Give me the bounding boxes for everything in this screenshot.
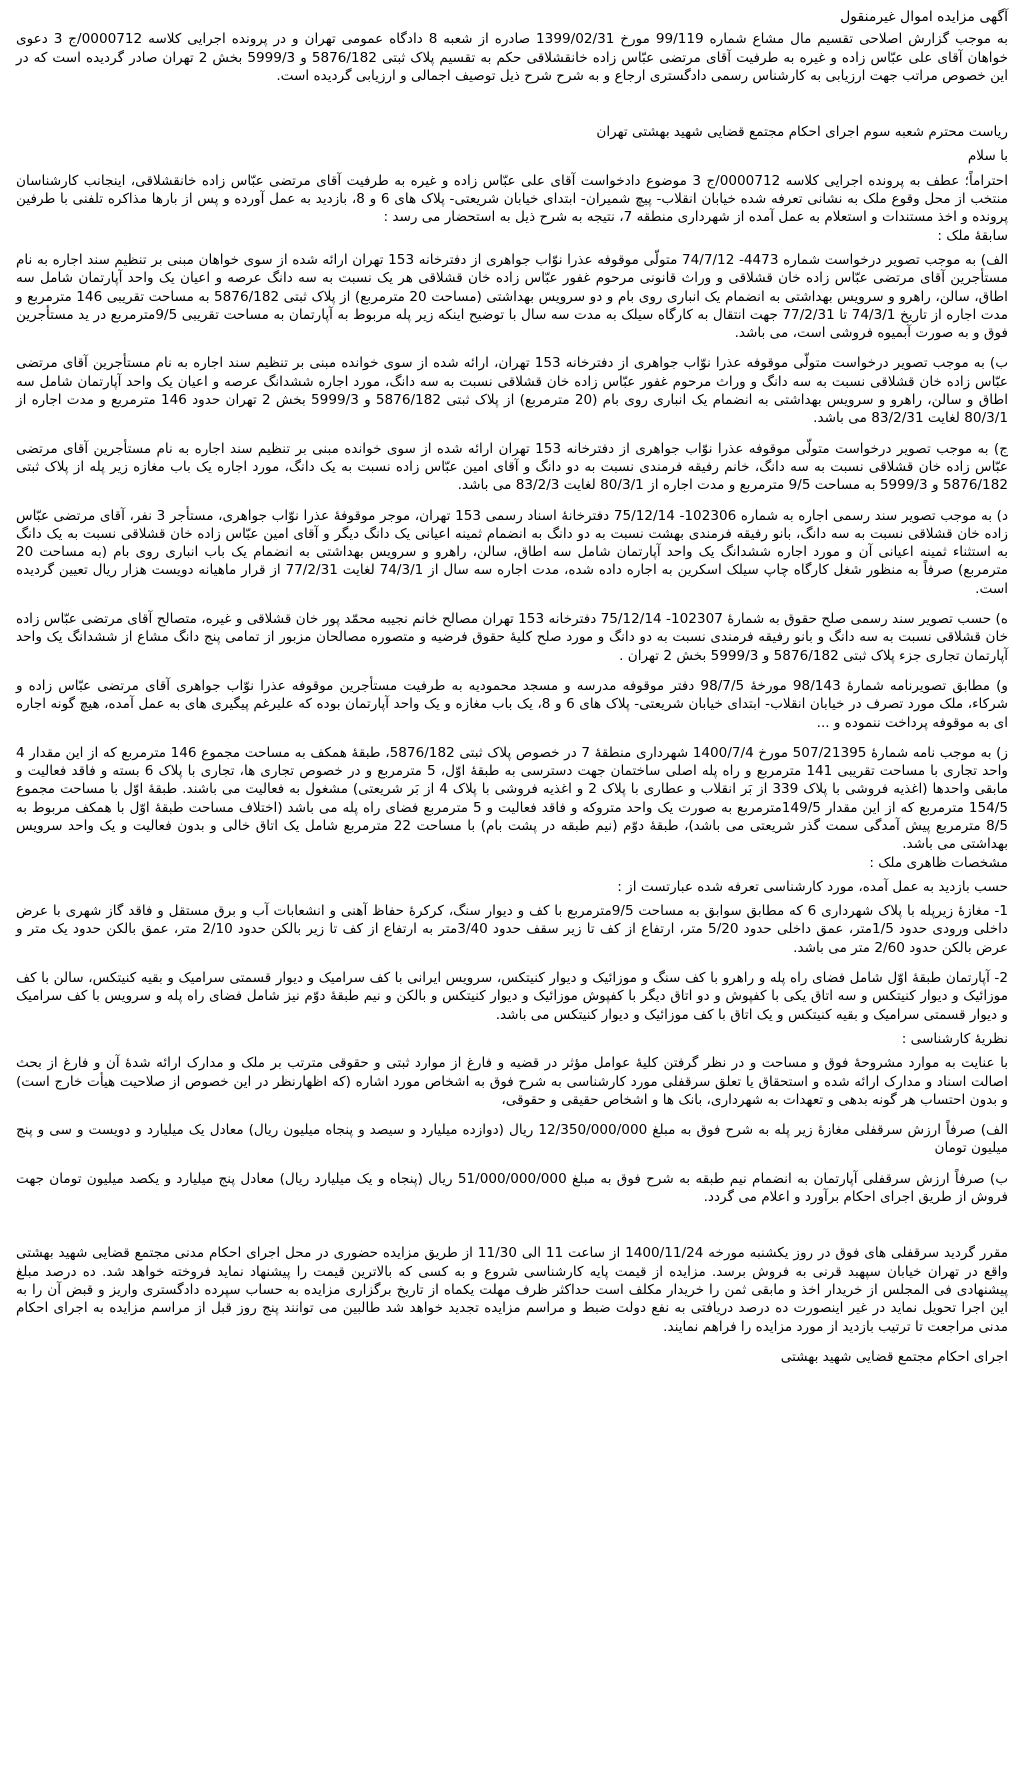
spec-item-2: 2- آپارتمان طبقهٔ اوّل شامل فضای راه پله و راهرو با کف سنگ و موزائیک و دیوار کنیتکس، سرویس ایرانی با کف سرامیک و دیوار قسمتی سرامیک و بقیه کنیتکس، سالن با کف موزائیک و دیوار کنیتکس و سه اتاق یکی با کفپوش و دو اتاق دیگر با کفپوش موزائیک و دیوار کنیتکس و بالکن و نیم طبقهٔ دوّم نیز شامل فضای راه پله و سرویس با کف سرامیک و دیوار قسمتی سرامیک و بقیه کنیتکس و یک اتاق با کف موزائیک و دیوار کنیتکس می باشد.	[16, 970, 1008, 1023]
page-title: آگهی مزایده اموال غیرمنقول	[840, 9, 1008, 25]
auction-notice-paragraph: مقرر گردید سرقفلی های فوق در روز یکشنبه مورخه 1400/11/24 از ساعت 11 الی 11/30 از طریق مزایده حضوری در محل اجرای احکام مدنی مجتمع قضایی شهید بهشتی واقع در تهران خیابان سپهبد قرنی به فروش برسد. مزایده از قیمت پایه کارشناسی شروع و به کسی که بالاترین قیمت را پیشنهاد نماید فروخته خواهد شد. ده درصد مبلغ پیشنهادی فی المجلس از خریدار اخذ و مابقی ثمن را خریدار مکلف است حداکثر ظرف مهلت یکماه از تاریخ برگزاری مزایده به حساب سپرده دادگستری واریز و قبض آن را به این اجرا تحویل نماید در غیر اینصورت ده درصد دریافتی به نفع دولت ضبط و مراسم مزایده تجدید خواهد شد طالبین می توانند پنج روز قبل از مراسم مزایده به اجرای احکام مدنی مراجعت تا ترتیب بازدید از مورد مزایده را فراهم نمایند.	[16, 1245, 1008, 1335]
footer-signature: اجرای احکام مجتمع قضایی شهید بهشتی	[780, 1348, 1008, 1365]
valuation-shop: الف) صرفاً ارزش سرقفلی مغازهٔ زیر پله به شرح فوق به مبلغ 12/350/000/000 ریال (دوازده میلیارد و سیصد و پنجاه میلیون ریال) معادل یک میلیارد و دویست و سی و پنج میلیون تومان	[16, 1122, 1008, 1157]
letter-addressee: ریاست محترم شعبه سوم اجرای احکام مجتمع قضایی شهید بهشتی تهران	[596, 124, 1008, 141]
history-item-c: ج) به موجب تصویر درخواست متولّی موقوفه عذرا نوّاب جواهری از دفترخانه 153 تهران ارائه شده از سوی خوانده مبنی بر تنظیم سند اجاره به نام مستأجرین آقای مرتضی عبّاس زاده خان قشلاقی نسبت به سه دانگ، خانم رفیقه فرمندی نسبت به دو دانگ و آقای امین عبّاس زاده نسبت به یک دانگ، مورد اجاره یک باب مغازه زیر پله از پلاک ثبتی 5876/182 و 5999/3 به مساحت 9/5 مترمربع و مدت اجاره از 80/3/1 لغایت 83/2/3 می باشد.	[16, 440, 1009, 494]
history-item-g: ز) به موجب نامه شمارهٔ 507/21395 مورخ 1400/7/4 شهرداری منطقهٔ 7 در خصوص پلاک ثبتی 5876/182، طبقهٔ همکف به مساحت مجموع 146 مترمربع که از این مقدار 4 واحد تجاری با مساحت تقریبی 141 مترمربع و راه پله اصلی ساختمان جهت دسترسی به طبقهٔ اوّل، 5 مترمربع و در خصوص تجاری ها، تجاری با پلاک 6 بسته و فاقد فعالیت و مابقی واحدها (اغذیه فروشی با پلاک 339 از بَر انقلاب و عطاری با پلاک 2 و اغذیه فروشی با پلاک 4 از بَر شریعتی) مشغول به فعالیت می باشند. طبقهٔ اوّل با مساحت مجموع 154/5 مترمربع که از این مقدار 149/5مترمربع به صورت یک واحد متروکه و فاقد فعالیت و 5 مترمربع فضای راه پله می باشد (اختلاف مساحت طبقهٔ اوّل با همکف مربوط به 8/5 مترمربع پیش آمدگی سمت گذر شریعتی می باشد)، طبقهٔ دوّم (نیم طبقه در پشت بام) با مساحت 22 مترمربع شامل یک اتاق خالی و بدون فعالیت و یک واحد سرویس بهداشتی می باشد.	[16, 744, 1009, 853]
history-item-f: و) مطابق تصویرنامه شمارهٔ 98/143 مورخهٔ 98/7/5 دفتر موقوفه مدرسه و مسجد محمودیه به طرفیت مستأجرین موقوفه عذرا نوّاب جواهری آقای مرتضی عبّاس زاده و شرکاء، ملک مورد تصرف در خیابان انقلاب- ابتدای خیابان شریعتی- پلاک های 6 و 8، یک باب مغازه و یک واحد آپارتمان بوده که علیرغم پیگیری های به عمل آمده، هیچ گونه اجاره ای به موقوفه پرداخت ننموده و ...	[16, 677, 1008, 731]
specs-heading: مشخصات ظاهری ملک :	[869, 854, 1008, 871]
letter-opening: احتراماً؛ عطف به پرونده اجرایی کلاسه 0000712/ج 3 موضوع دادخواست آقای علی عبّاس زاده و غیره به طرفیت آقای مرتضی عبّاس زاده خانقشلاقی، اینجانب کارشناسان منتخب از محل وقوع ملک به نشانی تعرفه شده خیابان انقلاب- پیچ شمیران- ابتدای خیابان شریعتی- پلاک های 6 و 8، بازدید به عمل آورده و پس از بارها مذاکره تلفنی با طرفین پرونده و اخذ مستندات و استعلام به عمل آمده از شهرداری منطقه 7، نتیجه به شرح ذیل به استحضار می رسد :	[16, 172, 1008, 226]
history-item-b: ب) به موجب تصویر درخواست متولّی موقوفه عذرا نوّاب جواهری از دفترخانه 153 تهران، ارائه شده از سوی خوانده مبنی بر تنظیم سند اجاره به نام مستأجرین آقای مرتضی عبّاس زاده خان قشلاقی نسبت به سه دانگ و وراث مرحوم غفور عبّاس زاده خان قشلاقی نسبت به سه دانگ، مورد اجاره ششدانگ عرصه و اعیان یک واحد آپارتمان شامل سه اطاق و سالن، راهرو و سرویس بهداشتی به انضمام یک انباری روی بام (20 مترمربع) از پلاک ثبتی 5876/182 و 5999/3 بخش 2 تهران حدود 146 مترمربع و مدت اجاره از 80/3/1 لغایت 83/2/31 می باشد.	[16, 355, 1008, 427]
history-item-e: ه) حسب تصویر سند رسمی صلح حقوق به شمارهٔ 102307- 75/12/14 دفترخانه 153 تهران مصالح خانم نجیبه محمّد پور خان قشلاقی و غیره، متصالح آقای مرتضی عبّاس زاده خان قشلاقی نسبت به سه دانگ و بانو رفیقه فرمندی نسبت به دو دانگ و مورد صلح کلیهٔ حقوق فرضیه و متصوره مصالحان مزبور از تمامی پنج دانگ مشاع از ششدانگ یک واحد آپارتمان تجاری جزء پلاک ثبتی 5876/182 و 5999/3 بخش 2 تهران .	[16, 611, 1008, 664]
spec-item-1: 1- مغازهٔ زیرپله با پلاک شهرداری 6 که مطابق سوابق به مساحت 9/5مترمربع با کف و دیوار سنگ، کرکرهٔ حفاظ آهنی و انشعابات آب و برق مستقل و فاقد گاز شهری با عرض داخلی ورودی حدود 1/5متر، عمق داخلی حدود 5/20 متر، ارتفاع از کف تا زیر سقف حدود 3/40متر به ارتفاع از کف تا زیر بالکن حدود 2/10 متر، عمق بالکن حدود یک متر و عرض بالکن حدود 2/60 متر می باشد.	[16, 903, 1008, 956]
intro-paragraph: به موجب گزارش اصلاحی تقسیم مال مشاع شماره 99/119 مورخ 1399/02/31 صادره از شعبه 8 دادگاه عمومی تهران و در پرونده اجرایی کلاسه 0000712/ج 3 دعوی خواهان آقای علی عبّاس زاده و غیره به طرفیت آقای مرتضی عبّاس زاده خانقشلاقی حکم به تقسیم پلاک ثبتی 5876/182 و 5999/3 بخش 2 تهران صادر گردیده است که در این خصوص مراتب جهت ارزیابی به کارشناس رسمی دادگستری ارجاع و به شرح شرح ذیل توصیف اجمالی و ارزیابی گردیده است.	[16, 31, 1008, 84]
history-item-a: الف) به موجب تصویر درخواست شماره 4473- 74/7/12 متولّی موقوفه عذرا نوّاب جواهری از دفترخانه 153 تهران ارائه شده از سوی خواهان مبنی بر تنظیم سند اجاره به نام مستأجرین آقای مرتضی عبّاس زاده خان قشلاقی و وراث قانونی مرحوم غفور عبّاس زاده خان قشلاقی هر یک نسبت به سه دانگ عرصه و اعیان یک واحد آپارتمان شامل سه اطاق، سالن، راهرو و سرویس بهداشتی به انضمام یک انباری روی بام و دو سرویس بهداشتی (مساحت 20 مترمربع) از پلاک ثبتی 5876/182 به مساحت تقریبی 146 مترمربع و مدت اجاره از تاریخ 74/3/1 تا 77/2/31 جهت انتقال به کارگاه سیلک به مدت سه سال با توضیح اینکه زیر پله مربوط به آپارتمان به مساحت تقریبی 9/5مترمربع در ید مستأجرین فوق و به صورت آبمیوه فروشی است، می باشد.	[16, 251, 1008, 342]
letter-greeting: با سلام	[967, 148, 1008, 165]
opinion-paragraph: با عنایت به موارد مشروحهٔ فوق و مساحت و در نظر گرفتن کلیهٔ عوامل مؤثر در قضیه و فارغ از موارد ثبتی و حقوقی مترتب بر ملک و مدارک ارائه شدهٔ آن و فارغ از بحث اصالت اسناد و مدارک ارائه شده و استحقاق یا تعلق سرقفلی مورد کارشناسی به شرح فوق به اشخاص مورد اشاره (که اظهارنظر در این خصوص از صلاحیت هیأت خارج است) و بدون احتساب هر گونه بدهی و تعهدات به شهرداری، بانک ها و اشخاص حقیقی و حقوقی،	[16, 1055, 1008, 1108]
valuation-apartment: ب) صرفاً ارزش سرقفلی آپارتمان به انضمام نیم طبقه به شرح فوق به مبلغ 51/000/000/000 ریال (پنجاه و یک میلیارد ریال) معادل پنج میلیارد و یکصد میلیون تومان جهت فروش از طریق اجرای احکام برآورد و اعلام می گردد.	[16, 1170, 1008, 1206]
history-heading: سابقهٔ ملک :	[937, 227, 1008, 244]
opinion-heading: نظریهٔ کارشناسی :	[901, 1030, 1008, 1047]
specs-intro: حسب بازدید به عمل آمده، مورد کارشناسی تعرفه شده عبارتست از :	[617, 878, 1008, 895]
history-item-d: د) به موجب تصویر سند رسمی اجاره به شماره 102306- 75/12/14 دفترخانهٔ اسناد رسمی 153 تهران، موجر موقوفهٔ عذرا نوّاب جواهری، مستأجر 3 نفر، آقای مرتضی عبّاس زاده خان قشلاقی نسبت به سه دانگ، بانو رفیقه فرمندی بهشت نسبت به دو دانگ به انضمام ثمینه اعیانی یک دانگ دیگر و آقای امین عبّاس زاده خان قشلاقی نسبت به یک دانگ به استثناء ثمینه اعیانی آن و مورد اجاره ششدانگ یک واحد آپارتمان شامل سه اطاق، سالن، راهرو و سرویس بهداشتی به انضمام یک باب انباری روی بام (به مساحت 20 مترمربع) صرفاً به منظور شغل کارگاه چاپ سیلک اسکرین به اجاره داده شده، مدت اجاره سه سال از 74/3/1 لغایت 77/2/31 از قرار ماهیانه دویست هزار ریال تعیین گردیده است.	[16, 507, 1008, 597]
